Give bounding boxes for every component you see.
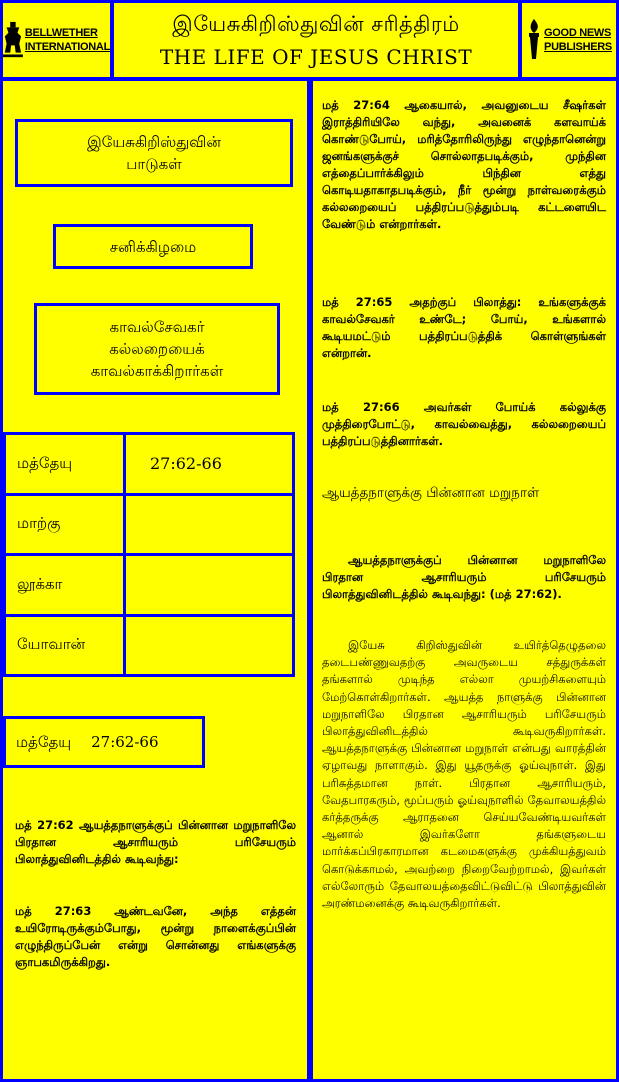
verse-27-62: மத் 27:62 ஆயத்தநாளுக்குப் பின்னான மறுநாளிலே பிரதான ஆசாரியரும் பரிசேயரும் பிலாத்துவினிடத்தில் கூடிவந்து: (15, 818, 296, 866)
gospel-book-cell: யோவான் (5, 615, 125, 676)
reading-reference-box (3, 716, 205, 768)
torch-icon (526, 19, 542, 61)
bellwether-logo (3, 3, 110, 77)
bellwether-line-2: INTERNATIONAL (24, 41, 110, 53)
gospel-ref-cell: 27:62-66 (125, 434, 294, 495)
good-news-logo (522, 3, 616, 77)
verse-27-66: மத் 27:66 அவர்கள் போய்க் கல்லுக்கு முத்திரைபோட்டு, காவல்வைத்து, கல்லறையைப் பத்திரப்படுத்தினார்கள். (322, 400, 606, 448)
right-column (313, 81, 616, 1079)
left-column (3, 81, 307, 1079)
verse-27-64: மத் 27:64 ஆகையால், அவனுடைய சீஷர்கள் இராத்திரியிலே வந்து, அவனைக் களவாய்க் கொண்டுபோய், மரித்தோரிலிருந்து எழுந்தானென்று ஜனங்களுக்குச் சொல்லாதபடிக்கும், முந்தின எத்தைப்பார்க்கிலும் பிந்தின எத்து கொடியதாகாதபடிக்கும், நீர் மூன்று நாள்வரைக்கும் கல்லறையைப் பத்திரப்படுத்தும்படி கட்டளையிட வேண்டும் என்றார்கள். (322, 98, 606, 231)
table-row (5, 494, 294, 555)
reading-book: மத்தேயு (16, 733, 72, 751)
good-news-line-2: PUBLISHERS (544, 41, 612, 53)
section-heading: ஆயத்தநாளுக்கு பின்னான மறுநாள் (322, 485, 540, 501)
day-box (53, 224, 253, 269)
commentary-paragraph-1: ஆயத்தநாளுக்குப் பின்னான மறுநாளிலே பிரதான ஆசாரியரும் பரிசேயரும் பிலாத்துவினிடத்தில் கூடிவந்து: (மத் 27:62). (322, 553, 606, 602)
songs-title-line-1: இயேசுகிறிஸ்துவின் (87, 133, 221, 151)
title-english: THE LIFE OF JESUS CHRIST (159, 45, 473, 69)
table-row (5, 555, 294, 616)
reading-ref: 27:62-66 (91, 733, 159, 751)
bellwether-line-1: BELLWETHER (24, 27, 98, 39)
gospel-book-cell: மாற்கு (5, 494, 125, 555)
title-tamil: இயேசுகிறிஸ்துவின் சரித்திரம் (172, 12, 460, 36)
bellwether-sheep-icon (3, 20, 23, 60)
page-header (114, 3, 518, 77)
songs-title-box (15, 119, 293, 187)
gospel-ref-cell (125, 555, 294, 616)
table-row (5, 434, 294, 495)
gospel-book-cell: லூக்கா (5, 555, 125, 616)
gospel-ref-cell (125, 494, 294, 555)
commentary-paragraph-2: இயேசு கிறிஸ்துவின் உயிர்த்தெழுதலை தடைபண்ணுவதற்கு அவருடைய சத்துருக்கள் தங்களால் முடிந்த எல்லா முயற்சிகளையும் மேற்கொள்கிறார்கள். ஆயத்த நாளுக்கு பின்னான மறுநாளிலே பிரதான ஆசாரியரும் பரிசேயரும் பிலாத்துவினிடத்தில் கூடிவருகிறார்கள். ஆயத்தநாளுக்கு பின்னான மறுநாள் என்பது வாரத்தின் ஏழாவது நாளாகும். இது யூதருக்கு ஓய்வுநாள். இது பரிசுத்தமான நாள். பிரதான ஆசாரியரும், வேதபாரகரும், மூப்பரும் ஓய்வுநாளில் தேவாலயத்தில் கர்த்தருக்கு ஆராதனை செய்யவேண்டியவர்கள் ஆனால் இவர்களோ தங்களுடைய மார்க்கப்பிரகாரமான கடமைகளுக்கு முக்கியத்துவம் கொடுக்காமல், அவற்றை நிறைவேற்றாமல், இவர்கள் எல்லோரும் தேவாலயத்தைவிட்டுவிட்டு பிலாத்துவின் அரண்மனைக்கு கூடிவருகிறார்கள். (322, 638, 606, 911)
episode-title-line-1: காவல்சேவகர் (109, 318, 205, 336)
gospel-ref-cell (125, 615, 294, 676)
songs-title-line-2: பாடுகள் (126, 155, 182, 173)
table-row (5, 615, 294, 676)
gospel-book-cell: மத்தேயு (5, 434, 125, 495)
gospel-reference-table (3, 432, 295, 677)
verse-27-63: மத் 27:63 ஆண்டவனே, அந்த எத்தன் உயிரோடிருக்கும்போது, மூன்று நாளைக்குப்பின் எழுந்திருப்பேன் என்று சொன்னது எங்களுக்கு ஞாபகமிருக்கிறது. (15, 904, 296, 969)
episode-title-box (34, 303, 280, 395)
episode-title-line-2: கல்லறையைக் (109, 340, 205, 358)
day-label: சனிக்கிழமை (109, 237, 197, 256)
good-news-line-1: GOOD NEWS (544, 27, 612, 39)
verse-27-65: மத் 27:65 அதற்குப் பிலாத்து: உங்களுக்குக் காவல்சேவகர் உண்டே; போய், உங்களால் கூடியமட்டும் பத்திரப்படுத்திக் கொள்ளுங்கள் என்றான். (322, 295, 606, 360)
episode-title-line-3: காவல்காக்கிறார்கள் (90, 362, 224, 380)
